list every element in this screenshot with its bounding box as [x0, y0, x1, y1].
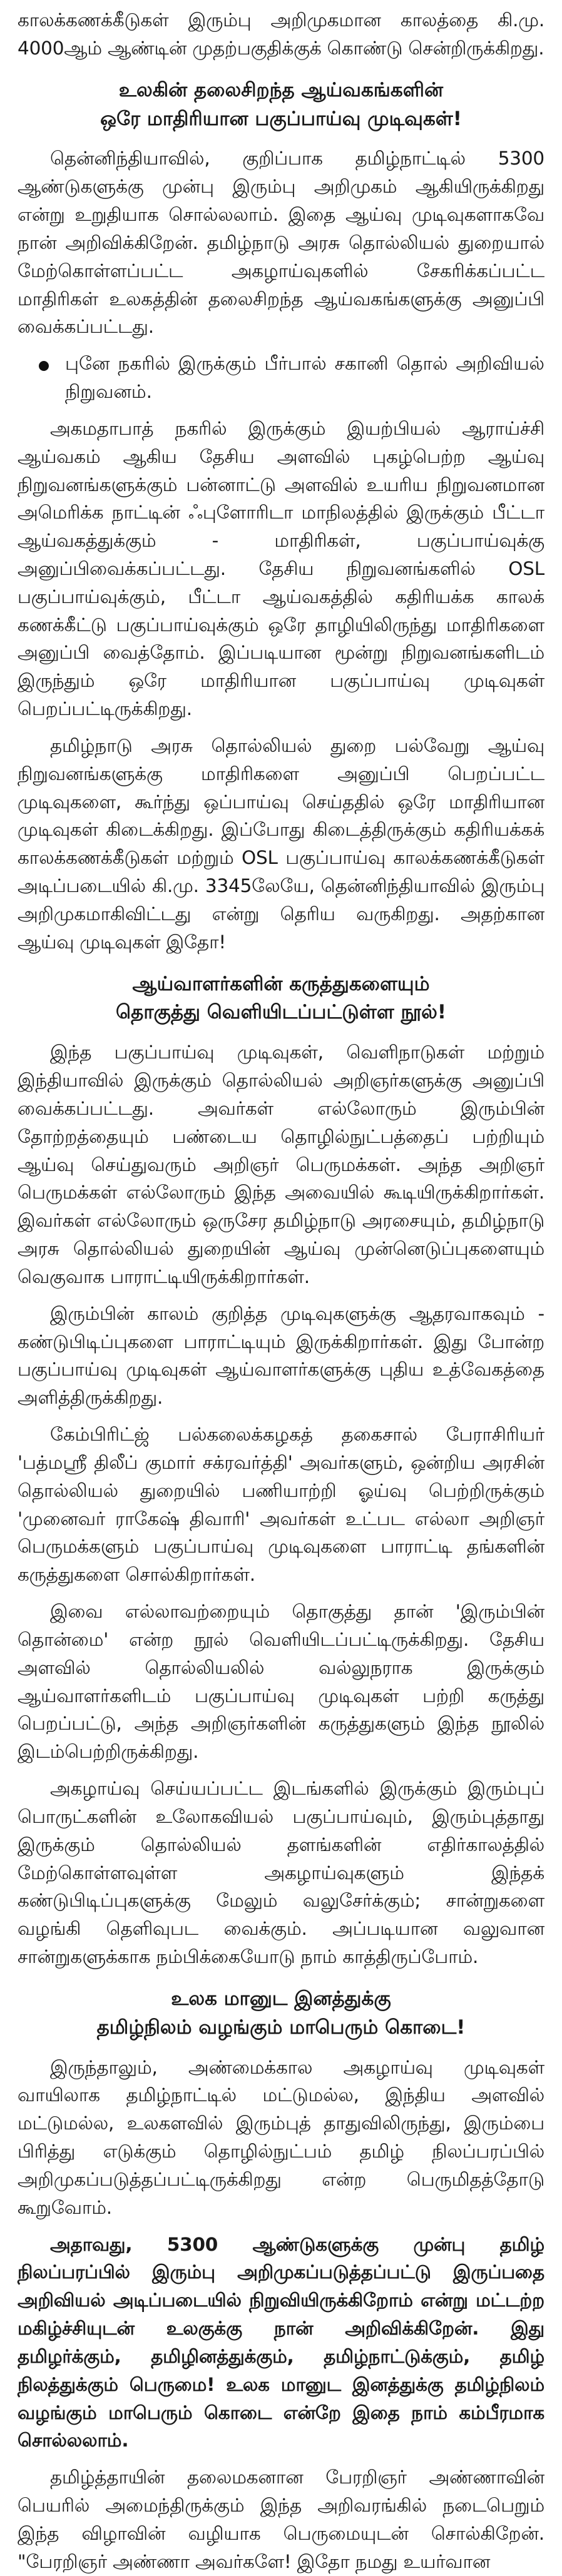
- intro-paragraph: காலக்கணக்கீடுகள் இரும்பு அறிமுகமான காலத்தை கி.மு. 4000ஆம் ஆண்டின் முதற்பகுதிக்குக் கொண்டு சென்றிருக்கிறது.: [18, 9, 544, 59]
- body-paragraph: தென்னிந்தியாவில், குறிப்பாக தமிழ்நாட்டில் 5300 ஆண்டுகளுக்கு முன்பு இரும்பு அறிமுகம் ஆகியிருக்கிறது என்று உறுதியாக சொல்லலாம். இதை ஆய்வு முடிவுகளாகவே நான் அறிவிக்கிறேன். தமிழ்நாடு அரசு தொல்லியல் துறையால் மேற்கொள்ளப்பட்ட அகழாய்வுகளில் சேகரிக்கப்பட்ட மாதிரிகள் உலகத்தின் தலைசிறந்த ஆய்வகங்களுக்கு அனுப்பி வைக்கப்பட்டது.: [18, 148, 544, 338]
- section-heading-line: ஒரே மாதிரியான பகுப்பாய்வு முடிவுகள்!: [100, 107, 462, 130]
- bullet-text: புனே நகரில் இருக்கும் பீர்பால் சகானி தொல் அறிவியல் நிறுவனம்.: [65, 353, 544, 403]
- section-heading-labs: [24, 76, 538, 134]
- section-heading-line: தொகுத்து வெளியிடப்பட்டுள்ள நூல்!: [116, 1001, 446, 1024]
- section-heading-line: ஆய்வாளர்களின் கருத்துகளையும்: [132, 972, 430, 995]
- section-heading-gift: [24, 1985, 538, 2042]
- body-paragraph: தமிழ்த்தாயின் தலைமகனான பேரறிஞர் அண்ணாவின் பெயரில் அமைந்திருக்கும் இந்த அறிவரங்கில் நடைபெறும் இந்த விழாவின் வழியாக பெருமையுடன் சொல்கிறேன். "பேரறிஞர் அண்ணா அவர்களே! இதோ நமது உயர்வான: [18, 2467, 544, 2572]
- body-paragraph: இரும்பின் காலம் குறித்த முடிவுகளுக்கு ஆதரவாகவும் - கண்டுபிடிப்புகளை பாராட்டியும் இருக்கிறார்கள். இது போன்ற பகுப்பாய்வு முடிவுகள் ஆய்வாளர்களுக்கு புதிய உத்வேகத்தை அளித்திருக்கிறது.: [18, 1302, 544, 1409]
- section-heading-line: தமிழ்நிலம் வழங்கும் மாபெரும் கொடை!: [96, 2016, 466, 2039]
- body-paragraph: அகழாய்வு செய்யப்பட்ட இடங்களில் இருக்கும் இரும்புப் பொருட்களின் உலோகவியல் பகுப்பாய்வும், இரும்புத்தாது இருக்கும் தொல்லியல் தளங்களின் எதிர்காலத்தில் மேற்கொள்ளவுள்ள அகழாய்வுகளும் இந்தக் கண்டுபிடிப்புகளுக்கு மேலும் வலுசேர்க்கும்; சான்றுகளை வழங்கி தெளிவுபட வைக்கும். அப்படியான வலுவான சான்றுகளுக்காக நம்பிக்கையோடு நாம் காத்திருப்போம்.: [18, 1778, 544, 1968]
- highlight-paragraph: அதாவது, 5300 ஆண்டுகளுக்கு முன்பு தமிழ் நிலப்பரப்பில் இரும்பு அறிமுகப்படுத்தப்பட்டு இருப்பதை அறிவியல் அடிப்படையில் நிறுவியிருக்கிறோம் என்று மட்டற்ற மகிழ்ச்சியுடன் உலகுக்கு நான் அறிவிக்கிறேன். இது தமிழர்க்கும், தமிழினத்துக்கும், தமிழ்நாட்டுக்கும், தமிழ் நிலத்துக்கும் பெருமை! உலக மானுட இனத்துக்கு தமிழ்நிலம் வழங்கும் மாபெரும் கொடை என்றே இதை நாம் கம்பீரமாக சொல்லலாம்.: [18, 2233, 544, 2452]
- bullet-item: [18, 350, 544, 406]
- section-heading-line: உலக மானுட இனத்துக்கு: [171, 1987, 391, 2010]
- section-heading-line: உலகின் தலைசிறந்த ஆய்வகங்களின்: [118, 78, 444, 101]
- section-heading-book: [24, 970, 538, 1028]
- body-paragraph: கேம்பிரிட்ஜ் பல்கலைக்கழகத் தகைசால் பேராசிரியர் 'பத்மஸ்ரீ திலீப் குமார் சக்ரவர்த்தி' அவர்களும், ஒன்றிய அரசின் தொல்லியல் துறையில் பணியாற்றி ஓய்வு பெற்றிருக்கும் 'முனைவர் ராகேஷ் திவாரி' அவர்கள் உட்பட எல்லா அறிஞர் பெருமக்களும் பகுப்பாய்வு முடிவுகளை பாராட்டி தங்களின் கருத்துகளை சொல்கிறார்கள்.: [18, 1424, 544, 1586]
- body-paragraph: இருந்தாலும், அண்மைக்கால அகழாய்வு முடிவுகள் வாயிலாக தமிழ்நாட்டில் மட்டுமல்ல, இந்திய அளவில் மட்டுமல்ல, உலகளவில் இரும்புத் தாதுவிலிருந்து, இரும்பை பிரித்து எடுக்கும் தொழில்நுட்பம் தமிழ் நிலப்பரப்பில் அறிமுகப்படுத்தப்பட்டிருக்கிறது என்ற பெருமிதத்தோடு கூறுவோம்.: [18, 2056, 544, 2218]
- body-paragraph: அகமதாபாத் நகரில் இருக்கும் இயற்பியல் ஆராய்ச்சி ஆய்வகம் ஆகிய தேசிய அளவில் புகழ்பெற்ற ஆய்வு நிறுவனங்களுக்கும் பன்னாட்டு அளவில் உயரிய நிறுவனமான அமெரிக்க நாட்டின் ஃபுளோரிடா மாநிலத்தில் இருக்கும் பீட்டா ஆய்வகத்துக்கும் - மாதிரிகள், பகுப்பாய்வுக்கு அனுப்பிவைக்கப்பட்டது. தேசிய நிறுவனங்களில் OSL பகுப்பாய்வுக்கும், பீட்டா ஆய்வகத்தில் கதிரியக்க காலக் கணக்கீட்டு பகுப்பாய்வுக்கும் ஒரே தாழியிலிருந்து மாதிரிகளை அனுப்பி வைத்தோம். இப்படியான மூன்று நிறுவனங்களிடம் இருந்தும் ஒரே மாதிரியான பகுப்பாய்வு முடிவுகள் பெறப்பட்டிருக்கிறது.: [18, 417, 544, 720]
- bullet-icon: [39, 361, 49, 371]
- body-paragraph: இந்த பகுப்பாய்வு முடிவுகள், வெளிநாடுகள் மற்றும் இந்தியாவில் இருக்கும் தொல்லியல் அறிஞர்களுக்கு அனுப்பி வைக்கப்பட்டது. அவர்கள் எல்லோரும் இரும்பின் தோற்றத்தையும் பண்டைய தொழில்நுட்பத்தைப் பற்றியும் ஆய்வு செய்துவரும் அறிஞர் பெருமக்கள். அந்த அறிஞர் பெருமக்கள் எல்லோரும் இந்த அவையில் கூடியிருக்கிறார்கள். இவர்கள் எல்லோரும் ஒருசேர தமிழ்நாடு அரசையும், தமிழ்நாடு அரசு தொல்லியல் துறையின் ஆய்வு முன்னெடுப்புகளையும் வெகுவாக பாராட்டியிருக்கிறார்கள்.: [18, 1042, 544, 1287]
- body-paragraph: இவை எல்லாவற்றையும் தொகுத்து தான் 'இரும்பின் தொன்மை' என்ற நூல் வெளியிடப்பட்டிருக்கிறது. தேசிய அளவில் தொல்லியலில் வல்லுநராக இருக்கும் ஆய்வாளர்களிடம் பகுப்பாய்வு முடிவுகள் பற்றி கருத்து பெறப்பட்டு, அந்த அறிஞர்களின் கருத்துகளும் இந்த நூலில் இடம்பெற்றிருக்கிறது.: [18, 1601, 544, 1763]
- body-paragraph: தமிழ்நாடு அரசு தொல்லியல் துறை பல்வேறு ஆய்வு நிறுவனங்களுக்கு மாதிரிகளை அனுப்பி பெறப்பட்ட முடிவுகளை, கூர்ந்து ஒப்பாய்வு செய்ததில் ஒரே மாதிரியான முடிவுகள் கிடைக்கிறது. இப்போது கிடைத்திருக்கும் கதிரியக்கக் காலக்கணக்கீடுகள் மற்றும் OSL பகுப்பாய்வு காலக்கணக்கீடுகள் அடிப்படையில் கி.மு. 3345லேயே, தென்னிந்தியாவில் இரும்பு அறிமுகமாகிவிட்டது என்று தெரிய வருகிறது. அதற்கான ஆய்வு முடிவுகள் இதோ!: [18, 734, 544, 953]
